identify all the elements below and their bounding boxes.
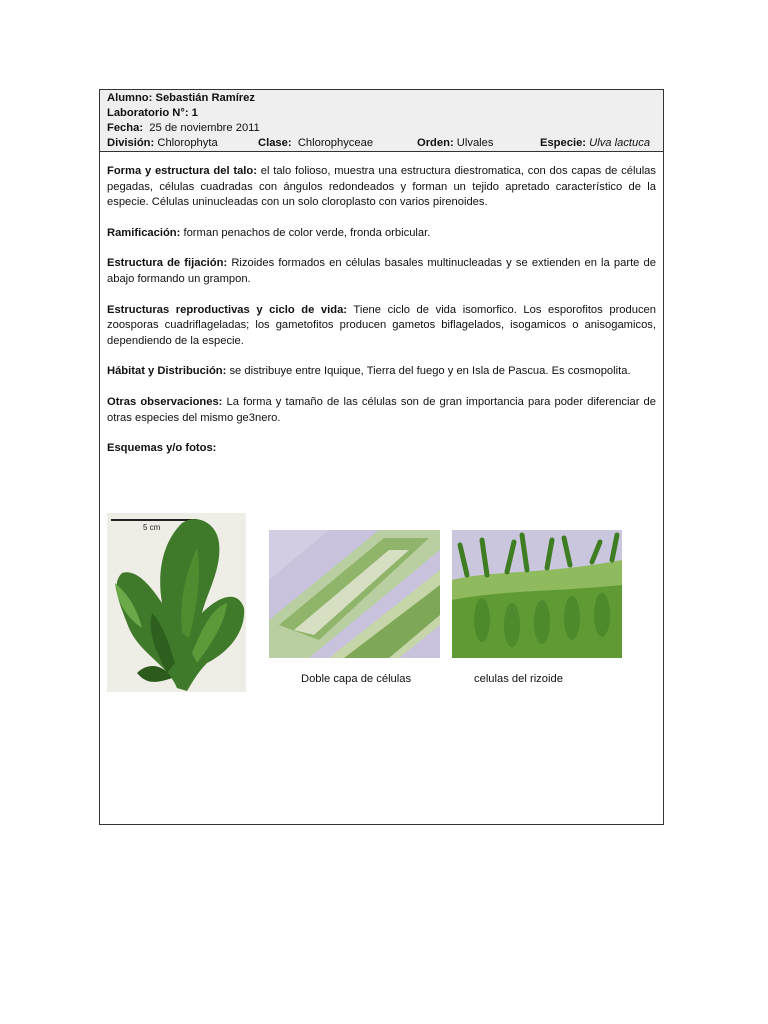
caption-rhizoid: celulas del rizoide (474, 673, 563, 685)
ramificacion-text: forman penachos de color verde, fronda orbicular. (183, 226, 431, 239)
scale-bar-label: 5 cm (143, 523, 161, 532)
especie-cell (540, 136, 650, 151)
especie-label: Especie: (540, 137, 587, 149)
rhizoid-micrograph (452, 530, 622, 658)
especie-value: Ulva lactuca (589, 137, 651, 149)
orden-value: Ulvales (456, 137, 494, 149)
forma-label: Forma y estructura del talo: (107, 165, 257, 177)
division-label: División: (107, 137, 155, 149)
habitat-label: Hábitat y Distribución: (107, 365, 227, 378)
fecha-label: Fecha: (107, 122, 144, 134)
habitat-paragraph (107, 364, 656, 380)
lab-report-sheet (99, 89, 664, 825)
forma-paragraph (107, 164, 656, 211)
alumno-value: Sebastián Ramírez (155, 92, 255, 104)
observaciones-label: Otras observaciones: (107, 395, 223, 408)
fijacion-paragraph (107, 256, 656, 287)
esquemas-paragraph (107, 441, 656, 457)
orden-cell (417, 136, 493, 151)
reproductivas-label: Estructuras reproductivas y ciclo de vida: (107, 303, 348, 316)
report-header (100, 90, 663, 152)
ramificacion-label: Ramificación: (107, 226, 181, 239)
caption-double-layer: Doble capa de células (301, 673, 412, 685)
division-value: Chlorophyta (157, 137, 218, 149)
lab-value: 1 (191, 107, 198, 119)
observaciones-text: La forma y tamaño de las células son de gran importancia para poder diferenciar de otras especies del mismo ge3nero. (107, 395, 657, 424)
ulva-specimen-image (107, 513, 246, 692)
taxonomy-row (107, 136, 656, 151)
alumno-label: Alumno: (107, 92, 153, 104)
clase-value: Chlorophyceae (297, 137, 374, 149)
specimen-photo (107, 513, 246, 692)
double-layer-micrograph (269, 530, 440, 658)
alumno-row (107, 91, 656, 106)
fecha-value: 25 de noviembre 2011 (149, 122, 260, 134)
forma-text: el talo folioso, muestra una estructura diestromatica, con dos capas de células pegadas, células cuadradas con ángulos redondeados y forman un tejido apretado característico de la especie. Células uninucleadas con un solo cloroplasto con varios pirenoides. (107, 165, 656, 209)
esquemas-label: Esquemas y/o fotos: (107, 442, 217, 455)
fijacion-text: Rizoides formados en células basales multinucleadas y se extienden en la parte de abajo formando un grampon. (107, 257, 656, 285)
division-cell (107, 136, 218, 151)
clase-label: Clase: (258, 137, 292, 149)
double-layer-image (269, 530, 440, 658)
orden-label: Orden: (417, 137, 454, 149)
fecha-row (107, 121, 656, 136)
reproductivas-paragraph (107, 303, 656, 350)
fijacion-label: Estructura de fijación: (107, 257, 228, 270)
lab-row (107, 106, 656, 121)
report-body (100, 152, 663, 457)
clase-cell (258, 136, 373, 151)
lab-label: Laboratorio N°: (107, 107, 189, 119)
habitat-text: se distribuye entre Iquique, Tierra del fuego y en Isla de Pascua. Es cosmopolita. (229, 365, 631, 378)
rhizoid-image (452, 530, 622, 658)
reproductivas-text: Tiene ciclo de vida isomorfico. Los esporofitos producen zoosporas cuadriflageladas; los gametofitos producen gametos biflagelados, isogamicos o anisogamicos, dependiendo de la especie. (107, 303, 656, 347)
observaciones-paragraph (107, 395, 656, 426)
ramificacion-paragraph (107, 226, 656, 242)
